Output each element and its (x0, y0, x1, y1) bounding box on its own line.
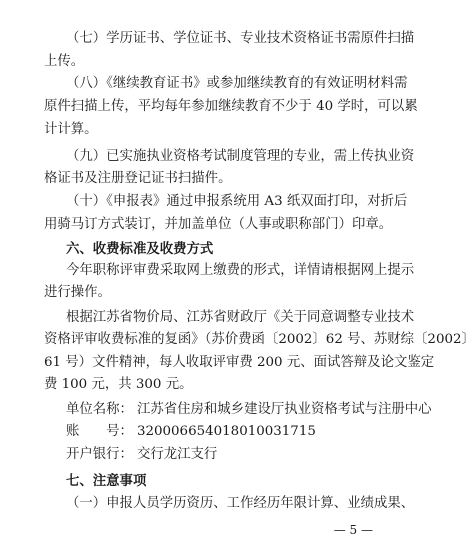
p9-line-1: （九）已实施执业资格考试制度管理的专业，需上传执业资 (66, 149, 415, 164)
unit-name-label: 单位名称： (66, 402, 133, 417)
account-row (0, 423, 407, 441)
bank-label: 开户银行： (66, 447, 133, 462)
fee-para-1-line-2: 进行操作。 (44, 285, 111, 300)
p10-line-2: 用骑马订方式装订，并加盖单位（人事或职称部门）印章。 (44, 217, 393, 232)
fee-para-2-line-2: 资格评审收费标准的复函》（苏价费函〔2002〕62 号、苏财综〔2002〕 (44, 332, 475, 347)
fee-para-2-line-1: 根据江苏省物价局、江苏省财政厅《关于同意调整专业技术 (66, 310, 415, 325)
section-6-heading: 六、收费标准及收费方式 (66, 241, 214, 257)
bank-value: 交行龙江支行 (136, 447, 218, 462)
fee-para-2-line-3: 61 号）文件精神，每人收取评审费 200 元、面试答辩及论文鉴定 (44, 355, 435, 370)
p7-line-2: 上传。 (44, 54, 85, 69)
fee-para-1-line-1: 今年职称评审费采取网上缴费的形式，详情请根据网上提示 (66, 263, 415, 278)
account-label: 账 号： (66, 424, 133, 439)
p8-line-3: 计计算。 (44, 122, 98, 137)
page-number: — 5 — (333, 523, 373, 537)
p7-line-1: （七）学历证书、学位证书、专业技术资格证书需原件扫描 (66, 31, 415, 46)
account-value: 32000665401801003171​5 (136, 424, 316, 439)
p10-line-1: （十）《申报表》通过申报系统用 A3 纸双面打印，对折后 (66, 194, 408, 209)
p9-line-2: 格证书及注册登记证书扫描件。 (44, 171, 232, 186)
notice-item-1: （一）申报人员学历资历、工作经历年限计算、业绩成果、 (66, 496, 415, 511)
p8-line-1: （八）《继续教育证书》或参加继续教育的有效证明材料需 (66, 76, 408, 91)
unit-name-value: 江苏省住房和城乡建设厅执业资格考试与注册中心 (136, 402, 432, 417)
bank-row (0, 446, 407, 464)
section-7-heading: 七、注意事项 (66, 473, 147, 489)
p8-line-2: 原件扫描上传，平均每年参加继续教育不少于 40 学时，可以累 (44, 99, 418, 114)
fee-para-2-line-4: 费 100 元，共 300 元。 (44, 377, 193, 392)
unit-name-row (0, 401, 432, 419)
